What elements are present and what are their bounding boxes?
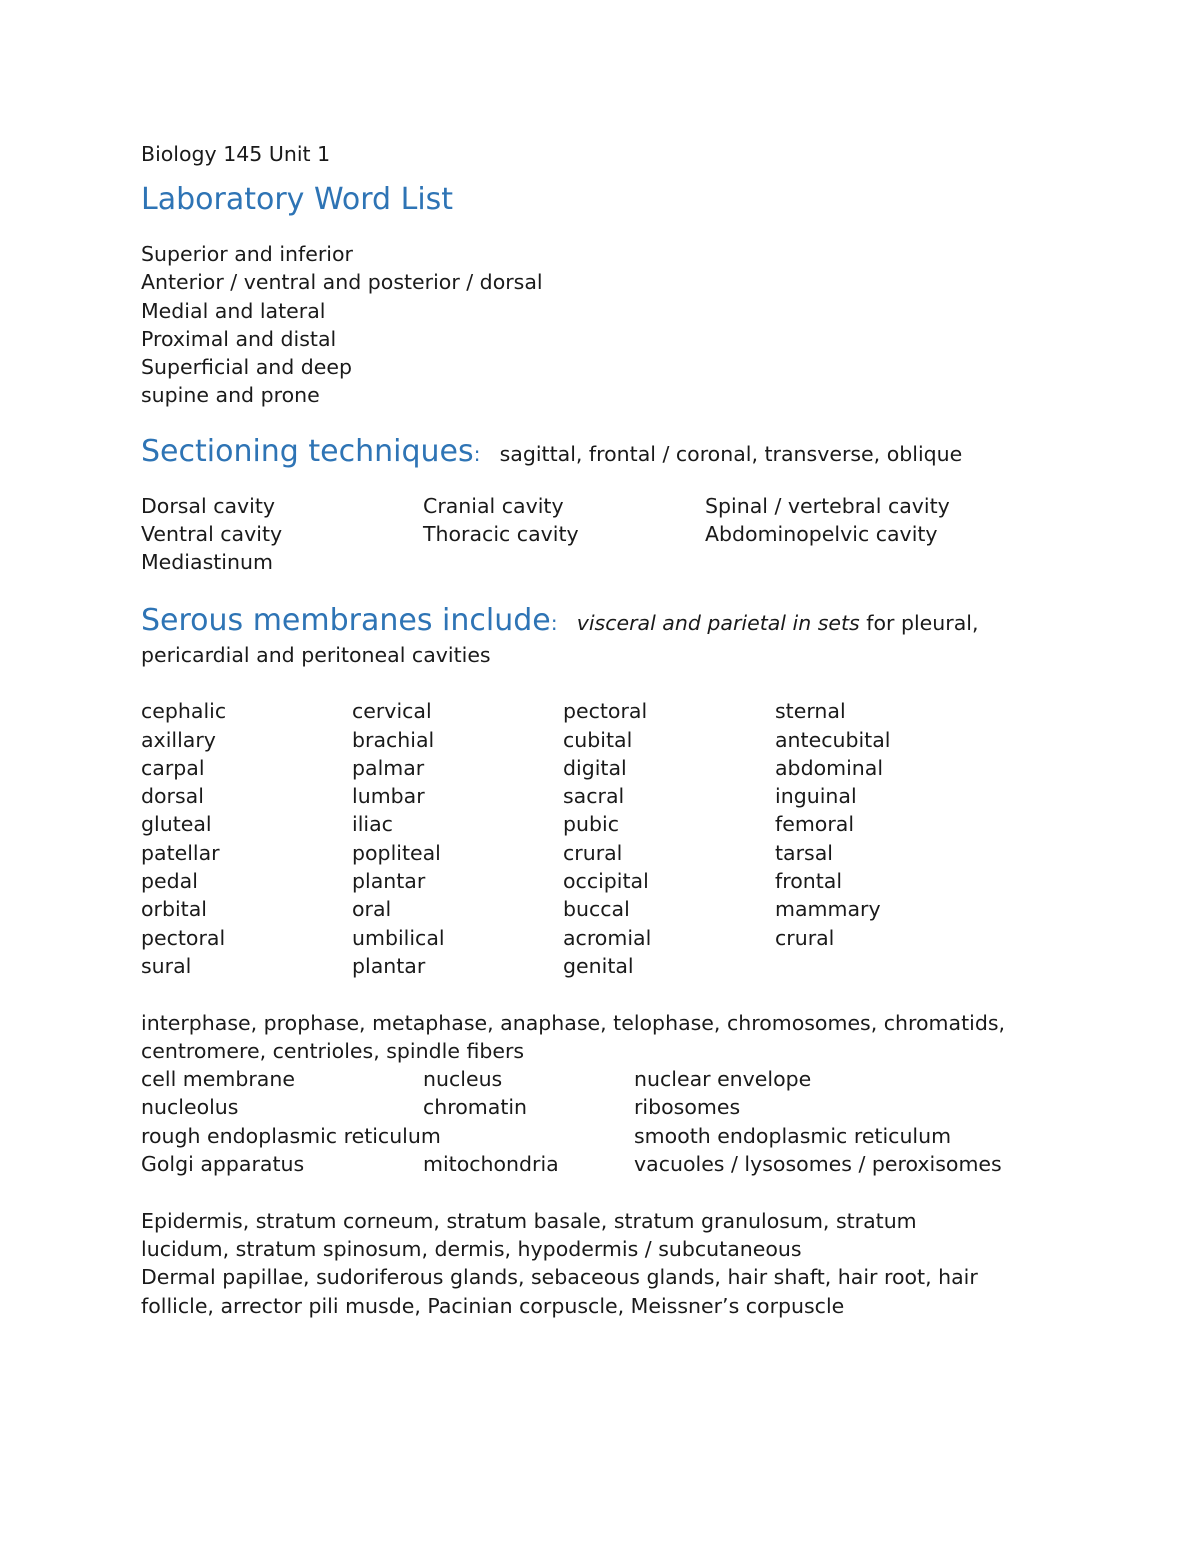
table-cell: pedal <box>141 869 198 894</box>
spacer <box>141 1178 1081 1206</box>
table-cell: dorsal <box>141 784 204 809</box>
table-cell: plantar <box>352 953 426 978</box>
table-row <box>141 492 1081 520</box>
table-cell: antecubital <box>775 727 891 752</box>
table-cell: vacuoles / lysosomes / peroxisomes <box>634 1152 1002 1177</box>
list-item: Superior and inferior <box>141 242 353 266</box>
table-cell: cubital <box>563 727 633 752</box>
table-row <box>141 867 1081 895</box>
table-row <box>141 548 1081 576</box>
list-item: Superficial and deep <box>141 355 353 380</box>
table-cell: Thoracic cavity <box>423 522 579 547</box>
table-cell: oral <box>352 897 392 922</box>
table-cell: nuclear envelope <box>634 1067 812 1092</box>
table-cell: Cranial cavity <box>423 493 564 518</box>
table-cell: acromial <box>563 925 652 950</box>
integument-line-3: Dermal papillae, sudoriferous glands, sebaceous glands, hair shaft, hair root, hair <box>141 1265 978 1290</box>
table-row <box>141 810 1081 838</box>
table-cell: digital <box>563 755 627 780</box>
table-cell: iliac <box>352 812 393 837</box>
table-cell: nucleus <box>423 1067 503 1092</box>
table-row <box>141 782 1081 810</box>
table-cell: Mediastinum <box>141 550 273 575</box>
table-cell: Dorsal cavity <box>141 493 276 518</box>
sectioning-planes: sagittal, frontal / coronal, transverse, oblique <box>499 441 963 466</box>
list-item: Medial and lateral <box>141 298 326 323</box>
list-item: supine and prone <box>141 383 320 408</box>
list-item: Anterior / ventral and posterior / dorsal <box>141 270 543 295</box>
table-cell: sternal <box>775 699 846 724</box>
table-cell: pectoral <box>141 925 226 950</box>
table-cell: occipital <box>563 869 649 894</box>
table-cell <box>705 548 1005 576</box>
serous-text: for pleural, <box>859 610 979 635</box>
serous-line-2: pericardial and peritoneal cavities <box>141 642 491 667</box>
table-cell: mammary <box>775 897 881 922</box>
mitosis-line-2: centromere, centrioles, spindle fibers <box>141 1038 525 1063</box>
table-cell: buccal <box>563 897 630 922</box>
table-cell: genital <box>563 953 634 978</box>
table-row <box>141 924 1081 952</box>
table-row <box>141 1065 1081 1093</box>
table-cell: rough endoplasmic reticulum <box>141 1123 441 1148</box>
table-row <box>141 520 1081 548</box>
table-cell: pectoral <box>563 699 648 724</box>
table-row <box>141 1122 1081 1150</box>
table-cell: patellar <box>141 840 220 865</box>
course-label: Biology 145 Unit 1 <box>141 142 331 166</box>
table-row <box>141 839 1081 867</box>
table-cell: femoral <box>775 812 855 837</box>
table-cell: nucleolus <box>141 1095 239 1120</box>
table-cell: umbilical <box>352 925 445 950</box>
serous-heading-row <box>141 601 1081 641</box>
serous-heading: Serous membranes include <box>141 602 551 638</box>
table-cell: brachial <box>352 727 435 752</box>
table-cell: cervical <box>352 699 432 724</box>
mitosis-line-1: interphase, prophase, metaphase, anaphase, telophase, chromosomes, chromatids, <box>141 1010 1006 1035</box>
sectioning-heading: Sectioning techniques <box>141 433 474 469</box>
cavities-table <box>141 492 1081 577</box>
table-cell: chromatin <box>423 1095 528 1120</box>
table-cell: ribosomes <box>634 1095 741 1120</box>
table-row <box>141 952 1081 980</box>
table-cell: carpal <box>141 755 205 780</box>
table-cell: cell membrane <box>141 1067 295 1092</box>
table-cell <box>775 952 1025 980</box>
table-cell: axillary <box>141 727 216 752</box>
table-cell: pubic <box>563 812 619 837</box>
table-cell: smooth endoplasmic reticulum <box>634 1123 952 1148</box>
table-row <box>141 754 1081 782</box>
spacer <box>141 980 1081 1008</box>
cell-parts-table <box>141 1065 1081 1178</box>
table-cell: abdominal <box>775 755 884 780</box>
integument-line-4: follicle, arrector pili musde, Pacinian corpuscle, Meissner’s corpuscle <box>141 1293 845 1318</box>
table-row <box>141 895 1081 923</box>
serous-colon: : <box>550 610 558 635</box>
list-item: Proximal and distal <box>141 326 337 351</box>
table-cell: inguinal <box>775 784 857 809</box>
table-cell: Golgi apparatus <box>141 1152 305 1177</box>
table-cell: gluteal <box>141 812 212 837</box>
table-cell: tarsal <box>775 840 833 865</box>
directional-terms-list <box>141 240 1081 410</box>
sectioning-colon: : <box>473 441 481 466</box>
sectioning-heading-row <box>141 432 1081 474</box>
table-cell <box>423 548 705 576</box>
serous-italic-text: visceral and parietal in sets <box>576 610 860 635</box>
table-cell: popliteal <box>352 840 441 865</box>
table-cell: Spinal / vertebral cavity <box>705 493 950 518</box>
table-row <box>141 1093 1081 1121</box>
table-row <box>141 726 1081 754</box>
table-cell: crural <box>563 840 623 865</box>
table-row <box>141 1150 1081 1178</box>
table-cell: frontal <box>775 869 843 894</box>
table-cell: lumbar <box>352 784 425 809</box>
table-row <box>141 697 1081 725</box>
body-regions-table <box>141 697 1081 980</box>
table-cell: sacral <box>563 784 625 809</box>
spacer <box>141 669 1081 697</box>
integument-line-2: lucidum, stratum spinosum, dermis, hypodermis / subcutaneous <box>141 1236 802 1261</box>
table-cell: sural <box>141 953 192 978</box>
table-cell: orbital <box>141 897 207 922</box>
table-cell: cephalic <box>141 699 227 724</box>
page-title: Laboratory Word List <box>141 182 454 217</box>
table-cell: Ventral cavity <box>141 522 283 547</box>
table-cell: palmar <box>352 755 425 780</box>
table-cell: plantar <box>352 869 426 894</box>
document-page <box>141 140 1081 1320</box>
integument-line-1: Epidermis, stratum corneum, stratum basale, stratum granulosum, stratum <box>141 1208 917 1233</box>
table-cell: mitochondria <box>423 1152 559 1177</box>
table-cell: crural <box>775 925 835 950</box>
table-cell: Abdominopelvic cavity <box>705 522 938 547</box>
